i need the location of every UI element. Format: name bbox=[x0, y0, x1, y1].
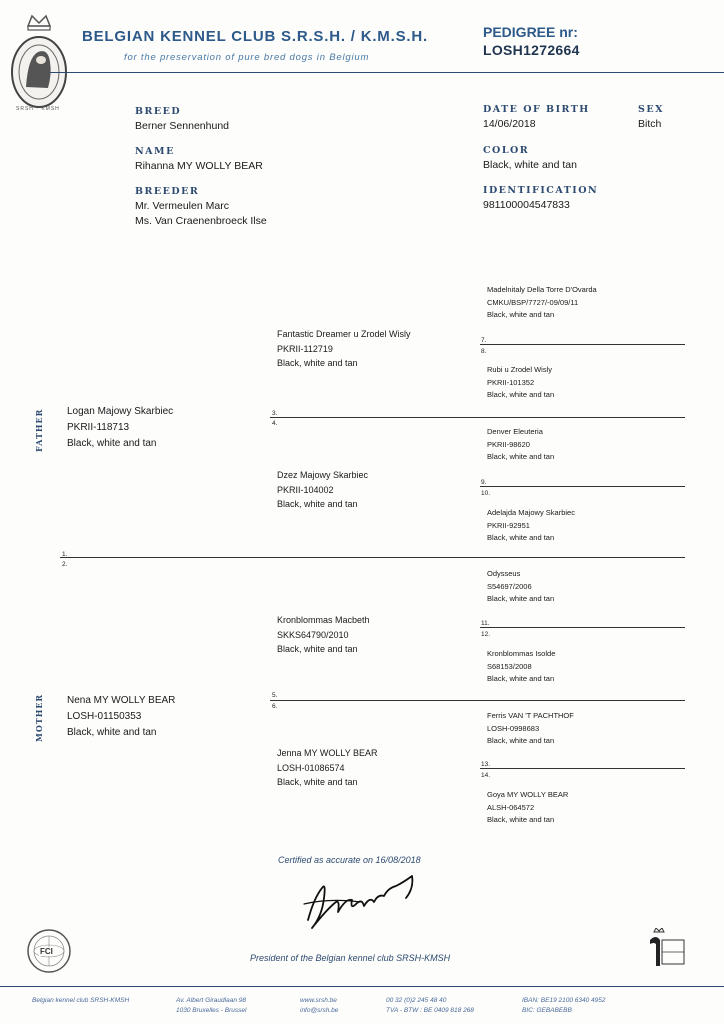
grandparent-registration: LOSH-01086574 bbox=[277, 762, 345, 773]
footer-web bbox=[300, 996, 338, 1016]
great-grandparent-entry bbox=[487, 364, 554, 402]
great-grandparent-registration: CMKU/BSP/7727/-09/09/11 bbox=[487, 297, 579, 307]
grandparent-registration: SKKS64790/2010 bbox=[277, 629, 349, 640]
name-label: NAME bbox=[135, 146, 175, 157]
footer-website-link[interactable]: www.srsh.be bbox=[300, 997, 337, 1004]
pedigree-label: PEDIGREE nr: bbox=[483, 24, 578, 40]
great-grandparent-color: Black, white and tan bbox=[487, 815, 555, 824]
grandparent-color: Black, white and tan bbox=[277, 644, 358, 654]
color-value: Black, white and tan bbox=[483, 159, 577, 171]
color-label: COLOR bbox=[483, 145, 530, 156]
great-grandparent-name: Adelajda Majowy Skarbiec bbox=[487, 508, 575, 517]
position-number: 2. bbox=[62, 561, 68, 568]
great-grandparent-entry bbox=[487, 507, 575, 545]
footer-text: 1030 Bruxelles - Brussel bbox=[176, 1007, 247, 1014]
footer-address bbox=[176, 996, 246, 1016]
header-divider bbox=[50, 72, 724, 73]
grandparent-entry bbox=[277, 468, 368, 512]
grandparent-entry bbox=[277, 327, 411, 371]
logo-ring-text: SRSH · KMSH bbox=[16, 106, 60, 112]
great-grandparent-color: Black, white and tan bbox=[487, 390, 555, 399]
great-grandparent-name: Odysseus bbox=[487, 569, 521, 578]
great-grandparent-color: Black, white and tan bbox=[487, 674, 555, 683]
identification-label: IDENTIFICATION bbox=[483, 185, 599, 196]
pedigree-divider-line bbox=[60, 557, 685, 558]
breeder-label: BREEDER bbox=[135, 186, 200, 197]
position-number: 12. bbox=[481, 631, 491, 638]
position-number: 7. bbox=[481, 337, 487, 344]
mother-registration: LOSH-01150353 bbox=[67, 711, 142, 722]
footer-phone-vat bbox=[386, 996, 474, 1016]
pedigree-divider-line bbox=[480, 627, 685, 628]
great-grandparent-registration: PKRII-92951 bbox=[487, 520, 530, 530]
great-grandparent-registration: PKRII-98620 bbox=[487, 439, 530, 449]
footer-club-name bbox=[32, 996, 129, 1006]
position-number: 6. bbox=[272, 703, 278, 710]
name-value: Rihanna MY WOLLY BEAR bbox=[135, 160, 263, 172]
sex-label: SEX bbox=[638, 104, 664, 115]
great-grandparent-name: Kronblommas Isolde bbox=[487, 649, 556, 658]
footer-text: IBAN: BE19 2100 6340 4952 bbox=[522, 997, 606, 1004]
pedigree-divider-line bbox=[480, 486, 685, 487]
father-side-label: FATHER bbox=[34, 408, 44, 452]
footer-text: TVA - BTW : BE 0409 818 268 bbox=[386, 1007, 474, 1014]
certification-text: Certified as accurate on 16/08/2018 bbox=[278, 855, 421, 865]
position-number: 3. bbox=[272, 410, 278, 417]
breeder-value-1: Mr. Vermeulen Marc bbox=[135, 200, 229, 212]
footer-bank bbox=[522, 996, 605, 1016]
sex-value: Bitch bbox=[638, 118, 662, 130]
position-number: 1. bbox=[62, 551, 68, 558]
grandparent-color: Black, white and tan bbox=[277, 358, 358, 368]
great-grandparent-color: Black, white and tan bbox=[487, 452, 555, 461]
pedigree-divider-line bbox=[270, 417, 685, 418]
great-grandparent-name: Goya MY WOLLY BEAR bbox=[487, 790, 569, 799]
grandparent-entry bbox=[277, 746, 378, 790]
father-entry bbox=[67, 404, 173, 452]
breeder-value-2: Ms. Van Craenenbroeck Ilse bbox=[135, 215, 267, 227]
footer-divider bbox=[0, 986, 724, 987]
club-title: BELGIAN KENNEL CLUB S.R.S.H. / K.M.S.H. bbox=[82, 28, 428, 45]
club-subtitle: for the preservation of pure bred dogs in Belgium bbox=[124, 52, 370, 63]
grandparent-name: Jenna MY WOLLY BEAR bbox=[277, 748, 378, 758]
dob-value: 14/06/2018 bbox=[483, 118, 536, 130]
president-signature bbox=[300, 868, 430, 938]
position-number: 5. bbox=[272, 692, 278, 699]
great-grandparent-color: Black, white and tan bbox=[487, 594, 555, 603]
great-grandparent-name: Madelnitaly Della Torre D'Ovarda bbox=[487, 285, 597, 294]
mother-side-label: MOTHER bbox=[34, 693, 44, 742]
footer-email-link[interactable]: info@srsh.be bbox=[300, 1007, 339, 1014]
breed-value: Berner Sennenhund bbox=[135, 120, 229, 132]
fci-label: FCI bbox=[40, 947, 53, 956]
identification-value: 981100004547833 bbox=[483, 199, 570, 211]
mother-entry bbox=[67, 693, 175, 741]
great-grandparent-registration: LOSH-0998683 bbox=[487, 723, 540, 733]
mother-name: Nena MY WOLLY BEAR bbox=[67, 695, 176, 706]
dob-label: DATE OF BIRTH bbox=[483, 104, 590, 115]
great-grandparent-entry bbox=[487, 710, 574, 748]
great-grandparent-color: Black, white and tan bbox=[487, 310, 555, 319]
grandparent-name: Fantastic Dreamer u Zrodel Wisly bbox=[277, 329, 411, 339]
great-grandparent-name: Rubi u Zrodel Wisly bbox=[487, 365, 553, 374]
footer-text: Belgian kennel club SRSH-KMSH bbox=[32, 997, 130, 1004]
father-registration: PKRII-118713 bbox=[67, 422, 130, 433]
father-color: Black, white and tan bbox=[67, 438, 157, 449]
club-logo bbox=[8, 12, 70, 110]
grandparent-registration: PKRII-104002 bbox=[277, 484, 334, 495]
great-grandparent-entry bbox=[487, 789, 568, 827]
great-grandparent-name: Denver Eleuteria bbox=[487, 427, 543, 436]
great-grandparent-color: Black, white and tan bbox=[487, 533, 555, 542]
great-grandparent-registration: S54697/2006 bbox=[487, 581, 532, 591]
great-grandparent-entry bbox=[487, 568, 554, 606]
president-caption: President of the Belgian kennel club SRSH-KMSH bbox=[250, 953, 451, 963]
breed-label: BREED bbox=[135, 106, 182, 117]
father-name: Logan Majowy Skarbiec bbox=[67, 406, 174, 417]
great-grandparent-entry bbox=[487, 426, 554, 464]
footer-text: Av. Albert Giraudlaan 98 bbox=[176, 997, 246, 1004]
grandparent-name: Dzez Majowy Skarbiec bbox=[277, 470, 369, 480]
position-number: 4. bbox=[272, 420, 278, 427]
great-grandparent-name: Ferris VAN 'T PACHTHOF bbox=[487, 711, 574, 720]
position-number: 14. bbox=[481, 772, 491, 779]
position-number: 10. bbox=[481, 490, 491, 497]
pedigree-divider-line bbox=[480, 344, 685, 345]
pedigree-number: LOSH1272664 bbox=[483, 42, 580, 58]
position-number: 9. bbox=[481, 479, 487, 486]
great-grandparent-registration: PKRII-101352 bbox=[487, 377, 535, 387]
position-number: 11. bbox=[481, 620, 490, 627]
grandparent-name: Kronblommas Macbeth bbox=[277, 615, 370, 625]
great-grandparent-registration: S68153/2008 bbox=[487, 661, 532, 671]
grandparent-registration: PKRII-112719 bbox=[277, 343, 333, 354]
grandparent-color: Black, white and tan bbox=[277, 777, 358, 787]
pedigree-divider-line bbox=[480, 768, 685, 769]
great-grandparent-color: Black, white and tan bbox=[487, 736, 555, 745]
great-grandparent-registration: ALSH-064572 bbox=[487, 802, 535, 812]
position-number: 13. bbox=[481, 761, 491, 768]
pedigree-divider-line bbox=[270, 700, 685, 701]
grandparent-entry bbox=[277, 613, 370, 657]
great-grandparent-entry bbox=[487, 284, 597, 322]
grandparent-color: Black, white and tan bbox=[277, 499, 358, 509]
footer-text: 00 32 (0)2 245 48 40 bbox=[386, 997, 447, 1004]
mother-color: Black, white and tan bbox=[67, 727, 157, 738]
great-grandparent-entry bbox=[487, 648, 555, 686]
kmsh-stamp-logo bbox=[642, 928, 686, 968]
position-number: 8. bbox=[481, 348, 487, 355]
footer-text: BIC: GEBABEBB bbox=[522, 1007, 572, 1014]
